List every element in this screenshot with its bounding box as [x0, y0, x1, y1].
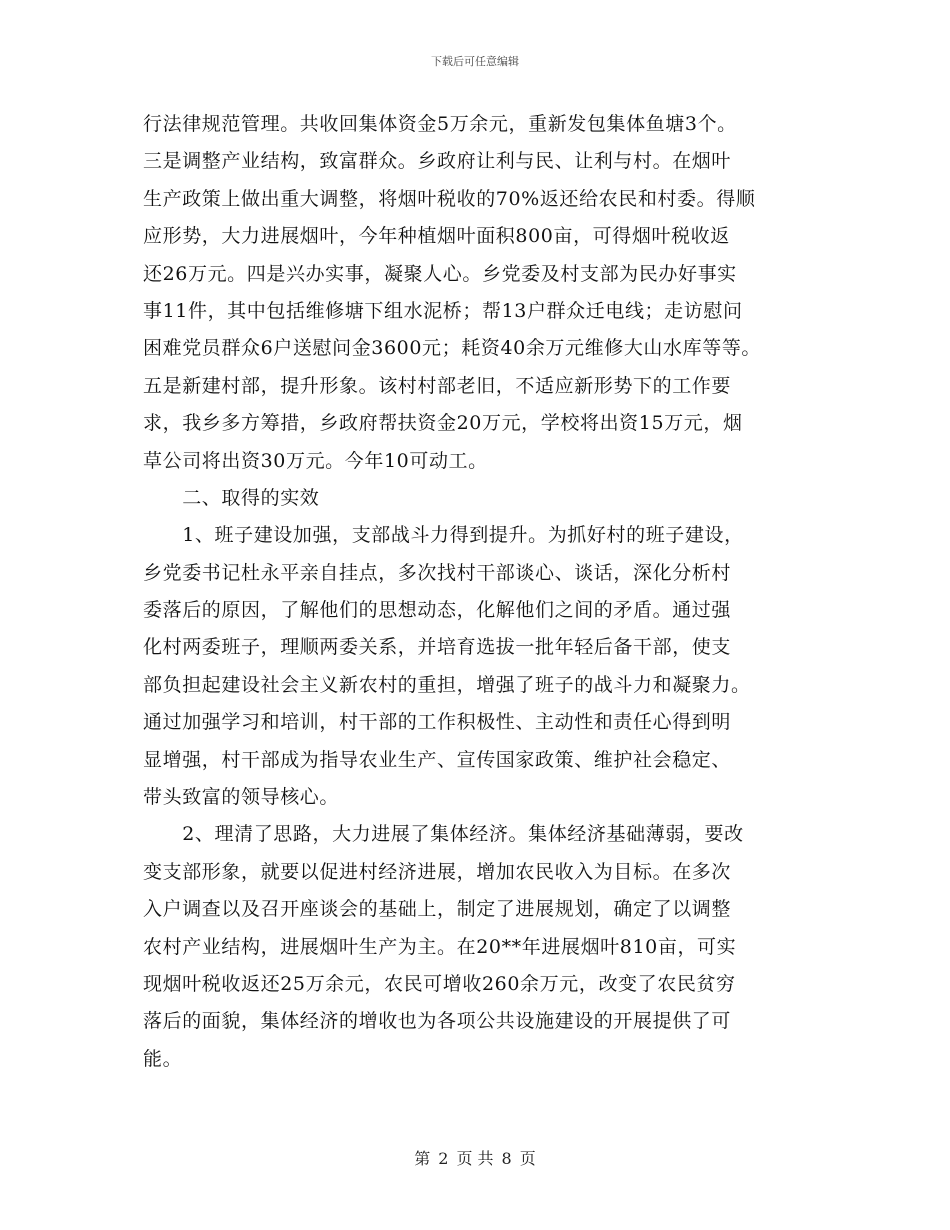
page-label-prefix: 第	[414, 1149, 431, 1168]
text-line: 委落后的原因，了解他们的思想动态，化解他们之间的矛盾。通过强	[143, 599, 732, 622]
document-body	[143, 106, 823, 1078]
text-line: 化村两委班子，理顺两委关系，并培育选拔一批年轻后备干部，使支	[143, 636, 732, 659]
text-line: 草公司将出资30万元。今年10可动工。	[143, 449, 488, 472]
text-line: 生产政策上做出重大调整，将烟叶税收的70%返还给农民和村委。得顺	[143, 187, 756, 210]
section-heading: 二、取得的实效	[143, 486, 320, 509]
text-line: 变支部形象，就要以促进村经济进展，增加农民收入为目标。在多次	[143, 860, 732, 883]
page-label-suffix: 页	[519, 1149, 536, 1168]
text-line: 五是新建村部，提升形象。该村村部老旧，不适应新形势下的工作要	[143, 374, 732, 397]
text-line: 乡党委书记杜永平亲自挂点，多次找村干部谈心、谈话，深化分析村	[143, 561, 732, 584]
text-line: 现烟叶税收返还25万余元，农民可增收260余万元，改变了农民贫穷	[143, 972, 736, 995]
page-footer	[0, 1146, 950, 1169]
text-line: 还26万元。四是兴办实事，凝聚人心。乡党委及村支部为民办好事实	[143, 262, 737, 285]
text-line: 显增强，村干部成为指导农业生产、宣传国家政策、维护社会稳定、	[143, 748, 732, 771]
text-line: 1、班子建设加强，支部战斗力得到提升。为抓好村的班子建设，	[143, 524, 744, 547]
text-line: 落后的面貌，集体经济的增收也为各项公共设施建设的开展提供了可	[143, 1010, 732, 1033]
text-line: 能。	[143, 1047, 183, 1070]
text-line: 带头致富的领导核心。	[143, 786, 340, 809]
text-line: 求，我乡多方筹措，乡政府帮扶资金20万元，学校将出资15万元，烟	[143, 412, 743, 435]
text-line: 部负担起建设社会主义新农村的重担，增强了班子的战斗力和凝聚力。	[143, 673, 751, 696]
total-page-count: 8	[501, 1149, 512, 1168]
text-line: 事11件，其中包括维修塘下组水泥桥；帮13户群众迁电线；走访慰问	[143, 299, 743, 322]
text-line: 困难党员群众6户送慰问金3600元；耗资40余万元维修大山水库等等。	[143, 337, 762, 360]
text-line: 行法律规范管理。共收回集体资金5万余元，重新发包集体鱼塘3个。	[143, 113, 737, 135]
text-line: 通过加强学习和培训，村干部的工作积极性、主动性和责任心得到明	[143, 711, 732, 734]
text-line: 2、理清了思路，大力进展了集体经济。集体经济基础薄弱，要改	[143, 823, 744, 846]
text-line: 农村产业结构，进展烟叶生产为主。在20**年进展烟叶810亩，可实	[143, 935, 737, 958]
page-label-middle: 页 共	[456, 1149, 494, 1168]
page-header: 下载后可任意编辑	[431, 55, 519, 68]
text-line: 应形势，大力进展烟叶，今年种植烟叶面积800亩，可得烟叶税收返	[143, 225, 730, 248]
text-line: 入户调查以及召开座谈会的基础上，制定了进展规划，确定了以调整	[143, 898, 732, 921]
text-line: 三是调整产业结构，致富群众。乡政府让利与民、让利与村。在烟叶	[143, 150, 732, 173]
current-page-number: 2	[438, 1149, 449, 1168]
